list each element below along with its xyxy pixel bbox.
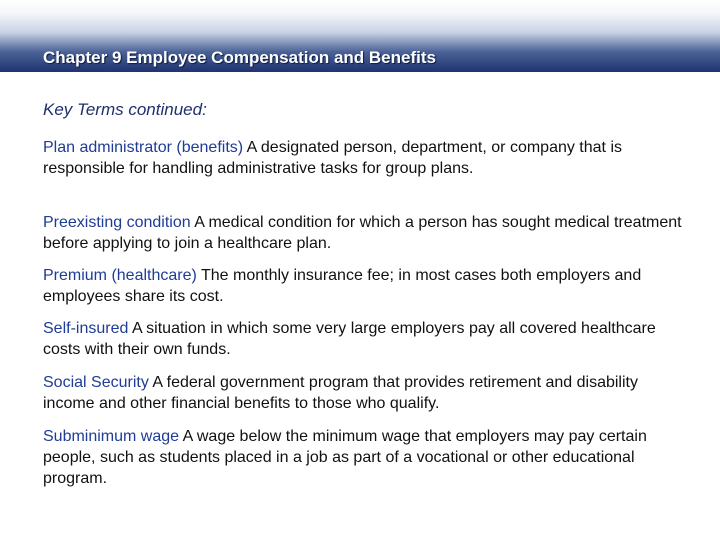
term-name: Premium (healthcare) — [43, 267, 197, 284]
term-premium — [43, 265, 693, 307]
term-name: Plan administrator (benefits) — [43, 139, 244, 156]
term-social-security — [43, 372, 693, 414]
term-definition: A medical condition for which a person has sought medical treatment before applying to join a healthcare plan. — [43, 214, 682, 252]
term-definition: A designated person, department, or company that is responsible for handling administrative tasks for group plans. — [43, 139, 622, 177]
term-plan-administrator — [43, 137, 693, 179]
term-name: Self-insured — [43, 320, 129, 337]
term-name: Social Security — [43, 374, 149, 391]
term-subminimum-wage — [43, 426, 693, 489]
term-name: Preexisting condition — [43, 214, 191, 231]
term-definition: The monthly insurance fee; in most cases both employers and employees share its cost. — [43, 267, 642, 305]
term-self-insured — [43, 318, 693, 360]
term-preexisting-condition — [43, 212, 693, 254]
term-definition: A situation in which some very large employers pay all covered healthcare costs with their own funds. — [43, 320, 656, 358]
term-definition: A wage below the minimum wage that employers may pay certain people, such as students placed in a job as part of a vocational or other educational program. — [43, 428, 647, 487]
chapter-title: Chapter 9 Employee Compensation and Benefits — [43, 48, 436, 67]
term-definition: A federal government program that provides retirement and disability income and other financial benefits to those who qualify. — [43, 374, 638, 412]
term-name: Subminimum wage — [43, 428, 180, 445]
key-terms-subtitle: Key Terms continued: — [43, 100, 207, 119]
